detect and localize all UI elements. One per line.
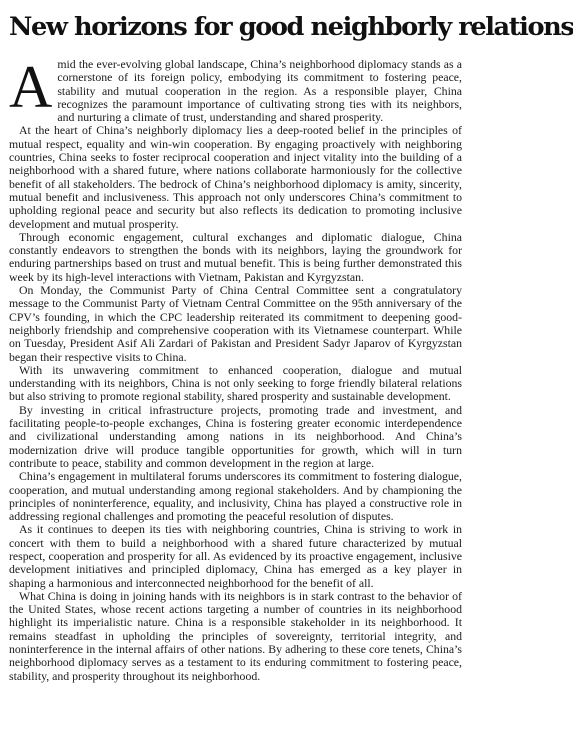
body-paragraph: With its unwavering commitment to enhanced cooperation, dialogue and mutual understanding with its neighbors, China is not only seeking to forge friendly bilateral relations but also striving to promote regional stability, shared prosperity and sustainable development. (9, 362, 462, 404)
lead-paragraph-text: mid the ever-evolving global landscape, China’s neighborhood diplomacy stands as a cornerstone of its foreign policy, embodying its commitment to fostering peace, stability and mutual cooperation in the region. As a responsible player, China recognizes the paramount importance of cultivating strong ties with its neighbors, and nurturing a climate of trust, understanding and shared prosperity. (57, 57, 462, 125)
body-paragraph: At the heart of China’s neighborly diplomacy lies a deep-rooted belief in the principles of mutual respect, equality and win-win cooperation. By engaging proactively with neighboring countries, China seeks to foster reciprocal cooperation and inject vitality into the building of a neighborhood with a shared future, where nations collaborate harmoniously for the collective benefit of all stakeholders. The bedrock of China’s neighborhood diplomacy is amity, sincerity, mutual benefit and inclusiveness. This approach not only underscores China’s commitment to upholding regional peace and security but also reflects its dedication to promoting inclusive development and mutual prosperity. (9, 123, 462, 231)
body-paragraph: Through economic engagement, cultural exchanges and diplomatic dialogue, China constantly endeavors to strengthen the bonds with its neighbors, laying the groundwork for enduring partnerships based on trust and mutual benefit. This is being further demonstrated this week by its high-level interactions with Vietnam, Pakistan and Kyrgyzstan. (9, 229, 462, 284)
body-paragraph: By investing in critical infrastructure projects, promoting trade and investment, and facilitating people-to-people exchanges, China is fostering greater economic interdependence and civilizational understanding among nations in its neighborhood. And China’s modernization drive will produce tangible opportunities for growth, which will in turn contribute to peace, stability and common development in the region at large. (9, 402, 462, 470)
lead-paragraph (9, 54, 462, 125)
body-paragraph: As it continues to deepen its ties with neighboring countries, China is striving to work in concert with them to build a neighborhood with a shared future characterized by mutual respect, cooperation and prosperity for all. As evidenced by its proactive engagement, inclusive development initiatives and principled diplomacy, China has emerged as a key player in shaping a harmonious and interconnected neighborhood for the benefit of all. (9, 522, 462, 590)
drop-cap: A (9, 54, 53, 120)
body-paragraph: What China is doing in joining hands with its neighbors is in stark contrast to the behavior of the United States, whose recent actions targeting a number of countries in its neighborhood highlight its imperialistic nature. China is a responsible stakeholder in its neighborhood. It remains steadfast in upholding the principles of sovereignty, territorial integrity, and noninterference in the internal affairs of other nations. By adhering to these core tenets, China’s neighborhood diplomacy serves as a testament to its enduring commitment to fostering peace, stability, and prosperity throughout its neighborhood. (9, 588, 462, 683)
body-paragraph: China’s engagement in multilateral forums underscores its commitment to fostering dialogue, cooperation, and mutual understanding among regional stakeholders. And by championing the principles of noninterference, equality, and inclusivity, China has played a constructive role in addressing regional challenges and promoting the peaceful resolution of disputes. (9, 469, 462, 524)
body-paragraph: On Monday, the Communist Party of China Central Committee sent a congratulatory message to the Communist Party of Vietnam Central Committee on the 95th anniversary of the CPV’s founding, in which the CPC leadership reiterated its commitment to deepening good-neighborly friendship and comprehensive cooperation with its Vietnamese counterpart. While on Tuesday, President Asif Ali Zardari of Pakistan and President Sadyr Japarov of Kyrgyzstan began their respective visits to China. (9, 283, 462, 364)
article-body (9, 54, 462, 683)
headline: New horizons for good neighborly relations (9, 12, 573, 42)
